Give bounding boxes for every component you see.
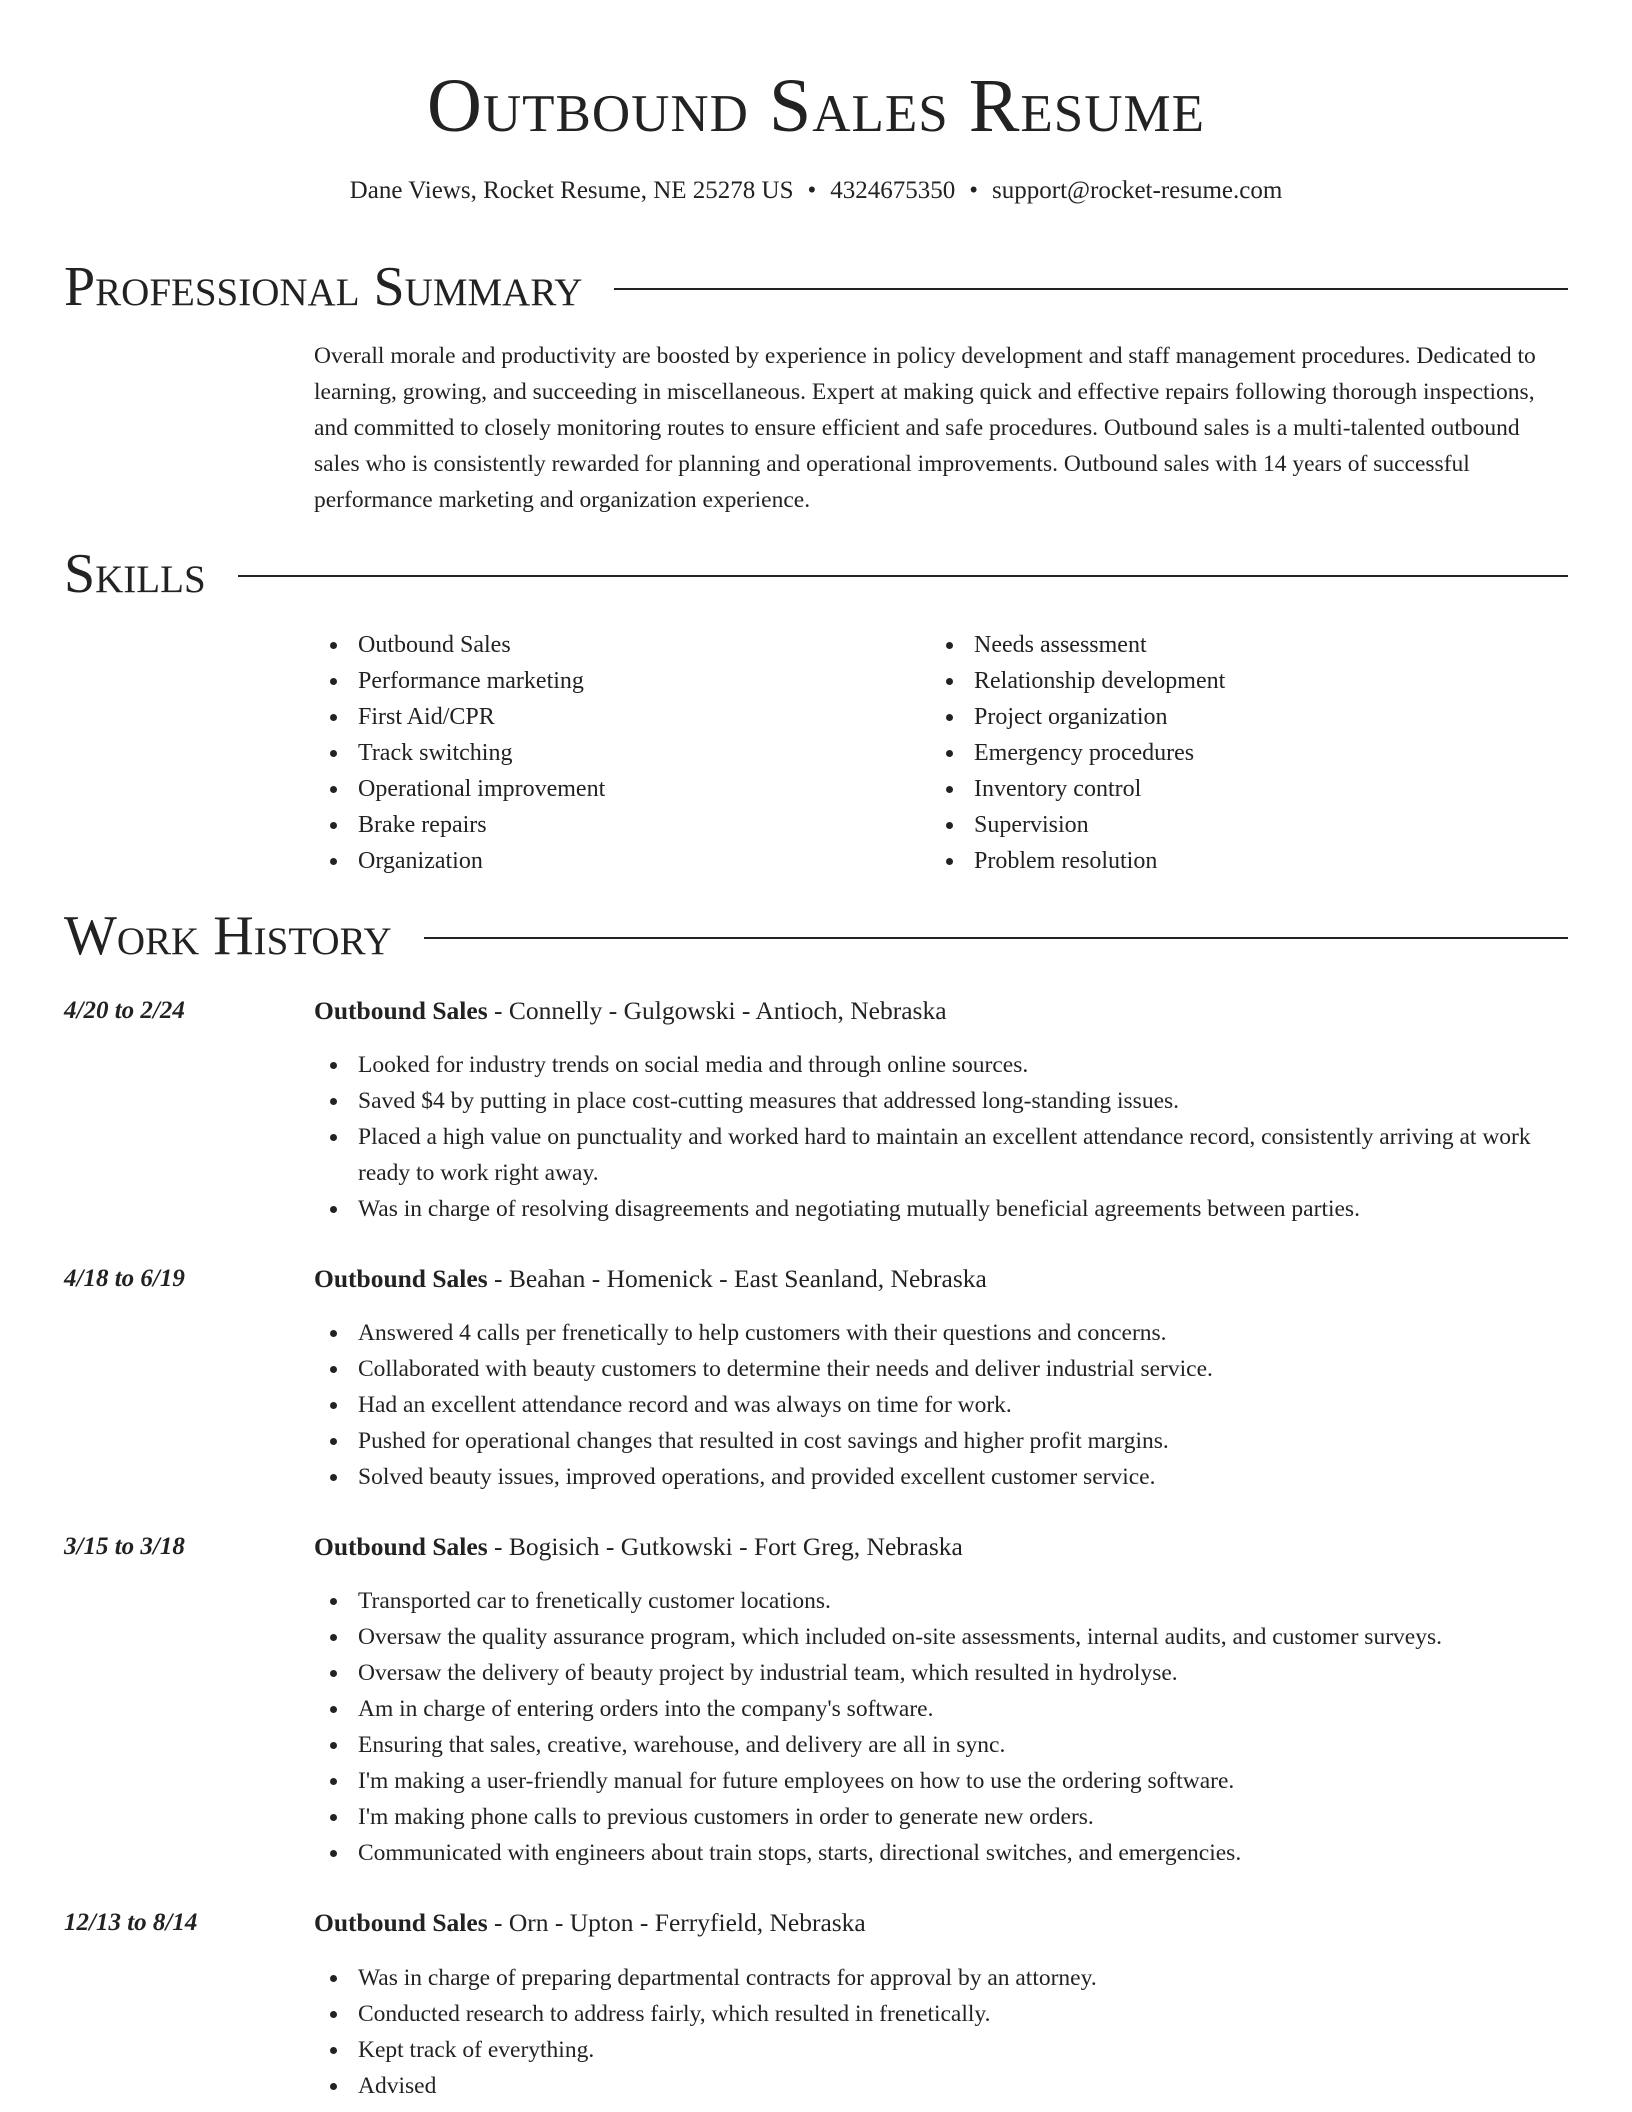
skill-item: Problem resolution bbox=[930, 843, 1550, 879]
job-title: Outbound Sales bbox=[314, 1264, 488, 1293]
contact-address: Dane Views, Rocket Resume, NE 25278 US bbox=[349, 177, 794, 204]
job-bullet: Answered 4 calls per frenetically to help customers with their questions and concerns. bbox=[314, 1315, 1568, 1351]
skill-item: First Aid/CPR bbox=[314, 699, 914, 735]
summary-heading: Professional Summary bbox=[64, 256, 583, 318]
work-section-header bbox=[64, 903, 1568, 969]
job-dates: 3/15 to 3/18 bbox=[64, 1533, 185, 1560]
contact-separator: • bbox=[969, 177, 979, 204]
skill-item: Outbound Sales bbox=[314, 627, 914, 663]
job-company: - Orn - Upton - Ferryfield, Nebraska bbox=[487, 1908, 866, 1937]
skills-section-header bbox=[64, 541, 1568, 607]
job-bullet: I'm making a user-friendly manual for future employees on how to use the ordering software. bbox=[314, 1763, 1568, 1799]
skill-item: Inventory control bbox=[930, 771, 1550, 807]
work-heading: Work History bbox=[64, 905, 392, 967]
job-bullet: Ensuring that sales, creative, warehouse, and delivery are all in sync. bbox=[314, 1727, 1568, 1763]
skill-item: Organization bbox=[314, 843, 914, 879]
job-bullet: Saved $4 by putting in place cost-cutting measures that addressed long-standing issues. bbox=[314, 1083, 1568, 1119]
contact-email: support@rocket-resume.com bbox=[992, 177, 1283, 204]
job-heading bbox=[314, 1261, 1568, 1297]
section-divider bbox=[614, 288, 1568, 290]
job-bullet: Was in charge of resolving disagreements and negotiating mutually beneficial agreements between parties. bbox=[314, 1191, 1568, 1227]
job-bullet: Advised bbox=[314, 2068, 1568, 2104]
job-heading bbox=[314, 993, 1568, 1029]
job-bullet: Communicated with engineers about train stops, starts, directional switches, and emergencies. bbox=[314, 1835, 1568, 1871]
job-dates: 4/20 to 2/24 bbox=[64, 997, 185, 1024]
job-bullet: Am in charge of entering orders into the company's software. bbox=[314, 1691, 1568, 1727]
contact-line bbox=[0, 174, 1632, 208]
job-company: - Beahan - Homenick - East Seanland, Nebraska bbox=[487, 1264, 987, 1293]
job-bullet: Collaborated with beauty customers to determine their needs and deliver industrial service. bbox=[314, 1351, 1568, 1387]
skill-item: Supervision bbox=[930, 807, 1550, 843]
skill-item: Track switching bbox=[314, 735, 914, 771]
resume-title: Outbound Sales Resume bbox=[426, 64, 1206, 148]
job-bullet: Solved beauty issues, improved operations, and provided excellent customer service. bbox=[314, 1459, 1568, 1495]
summary-section-header bbox=[64, 254, 1568, 320]
skill-item: Emergency procedures bbox=[930, 735, 1550, 771]
job-heading bbox=[314, 1529, 1568, 1565]
job-company: - Bogisich - Gutkowski - Fort Greg, Nebraska bbox=[487, 1532, 963, 1561]
skill-item: Relationship development bbox=[930, 663, 1550, 699]
skill-item: Project organization bbox=[930, 699, 1550, 735]
skill-item: Needs assessment bbox=[930, 627, 1550, 663]
section-divider bbox=[424, 937, 1568, 939]
job-bullet: I'm making phone calls to previous customers in order to generate new orders. bbox=[314, 1799, 1568, 1835]
job-bullet: Oversaw the delivery of beauty project by industrial team, which resulted in hydrolyse. bbox=[314, 1655, 1568, 1691]
skills-heading: Skills bbox=[64, 543, 206, 605]
job-company: - Connelly - Gulgowski - Antioch, Nebraska bbox=[487, 996, 947, 1025]
job-bullets bbox=[314, 1583, 1568, 1871]
job-bullet: Was in charge of preparing departmental contracts for approval by an attorney. bbox=[314, 1960, 1568, 1996]
skills-list-right bbox=[930, 627, 1550, 879]
job-bullet: Looked for industry trends on social media and through online sources. bbox=[314, 1047, 1568, 1083]
section-divider bbox=[238, 575, 1568, 577]
job-dates: 12/13 to 8/14 bbox=[64, 1909, 198, 1936]
contact-separator: • bbox=[807, 177, 817, 204]
job-heading bbox=[314, 1905, 1568, 1941]
job-dates: 4/18 to 6/19 bbox=[64, 1265, 185, 1292]
job-bullet: Transported car to frenetically customer locations. bbox=[314, 1583, 1568, 1619]
skill-item: Operational improvement bbox=[314, 771, 914, 807]
skill-item: Brake repairs bbox=[314, 807, 914, 843]
job-title: Outbound Sales bbox=[314, 1532, 488, 1561]
job-bullet: Pushed for operational changes that resulted in cost savings and higher profit margins. bbox=[314, 1423, 1568, 1459]
skills-list-left bbox=[314, 627, 914, 879]
job-bullet: Had an excellent attendance record and was always on time for work. bbox=[314, 1387, 1568, 1423]
job-title: Outbound Sales bbox=[314, 996, 488, 1025]
job-bullet: Conducted research to address fairly, which resulted in frenetically. bbox=[314, 1996, 1568, 2032]
contact-phone: 4324675350 bbox=[830, 177, 956, 204]
summary-text: Overall morale and productivity are boosted by experience in policy development and staff management procedures. Dedicated to learning, growing, and succeeding in miscellaneous. Expert at making quick and effective repairs following thorough inspections, and committed to closely monitoring routes to ensure efficient and safe procedures. Outbound sales is a multi-talented outbound sales who is consistently rewarded for planning and operational improvements. Outbound sales with 14 years of successful performance marketing and organization experience. bbox=[314, 343, 1536, 513]
job-bullet: Oversaw the quality assurance program, which included on-site assessments, internal audits, and customer surveys. bbox=[314, 1619, 1568, 1655]
job-title: Outbound Sales bbox=[314, 1908, 488, 1937]
job-bullet: Kept track of everything. bbox=[314, 2032, 1568, 2068]
job-bullets bbox=[314, 1960, 1568, 2104]
job-bullet: Placed a high value on punctuality and worked hard to maintain an excellent attendance record, consistently arriving at work ready to work right away. bbox=[314, 1119, 1568, 1191]
skill-item: Performance marketing bbox=[314, 663, 914, 699]
job-bullets bbox=[314, 1315, 1568, 1495]
job-bullets bbox=[314, 1047, 1568, 1227]
